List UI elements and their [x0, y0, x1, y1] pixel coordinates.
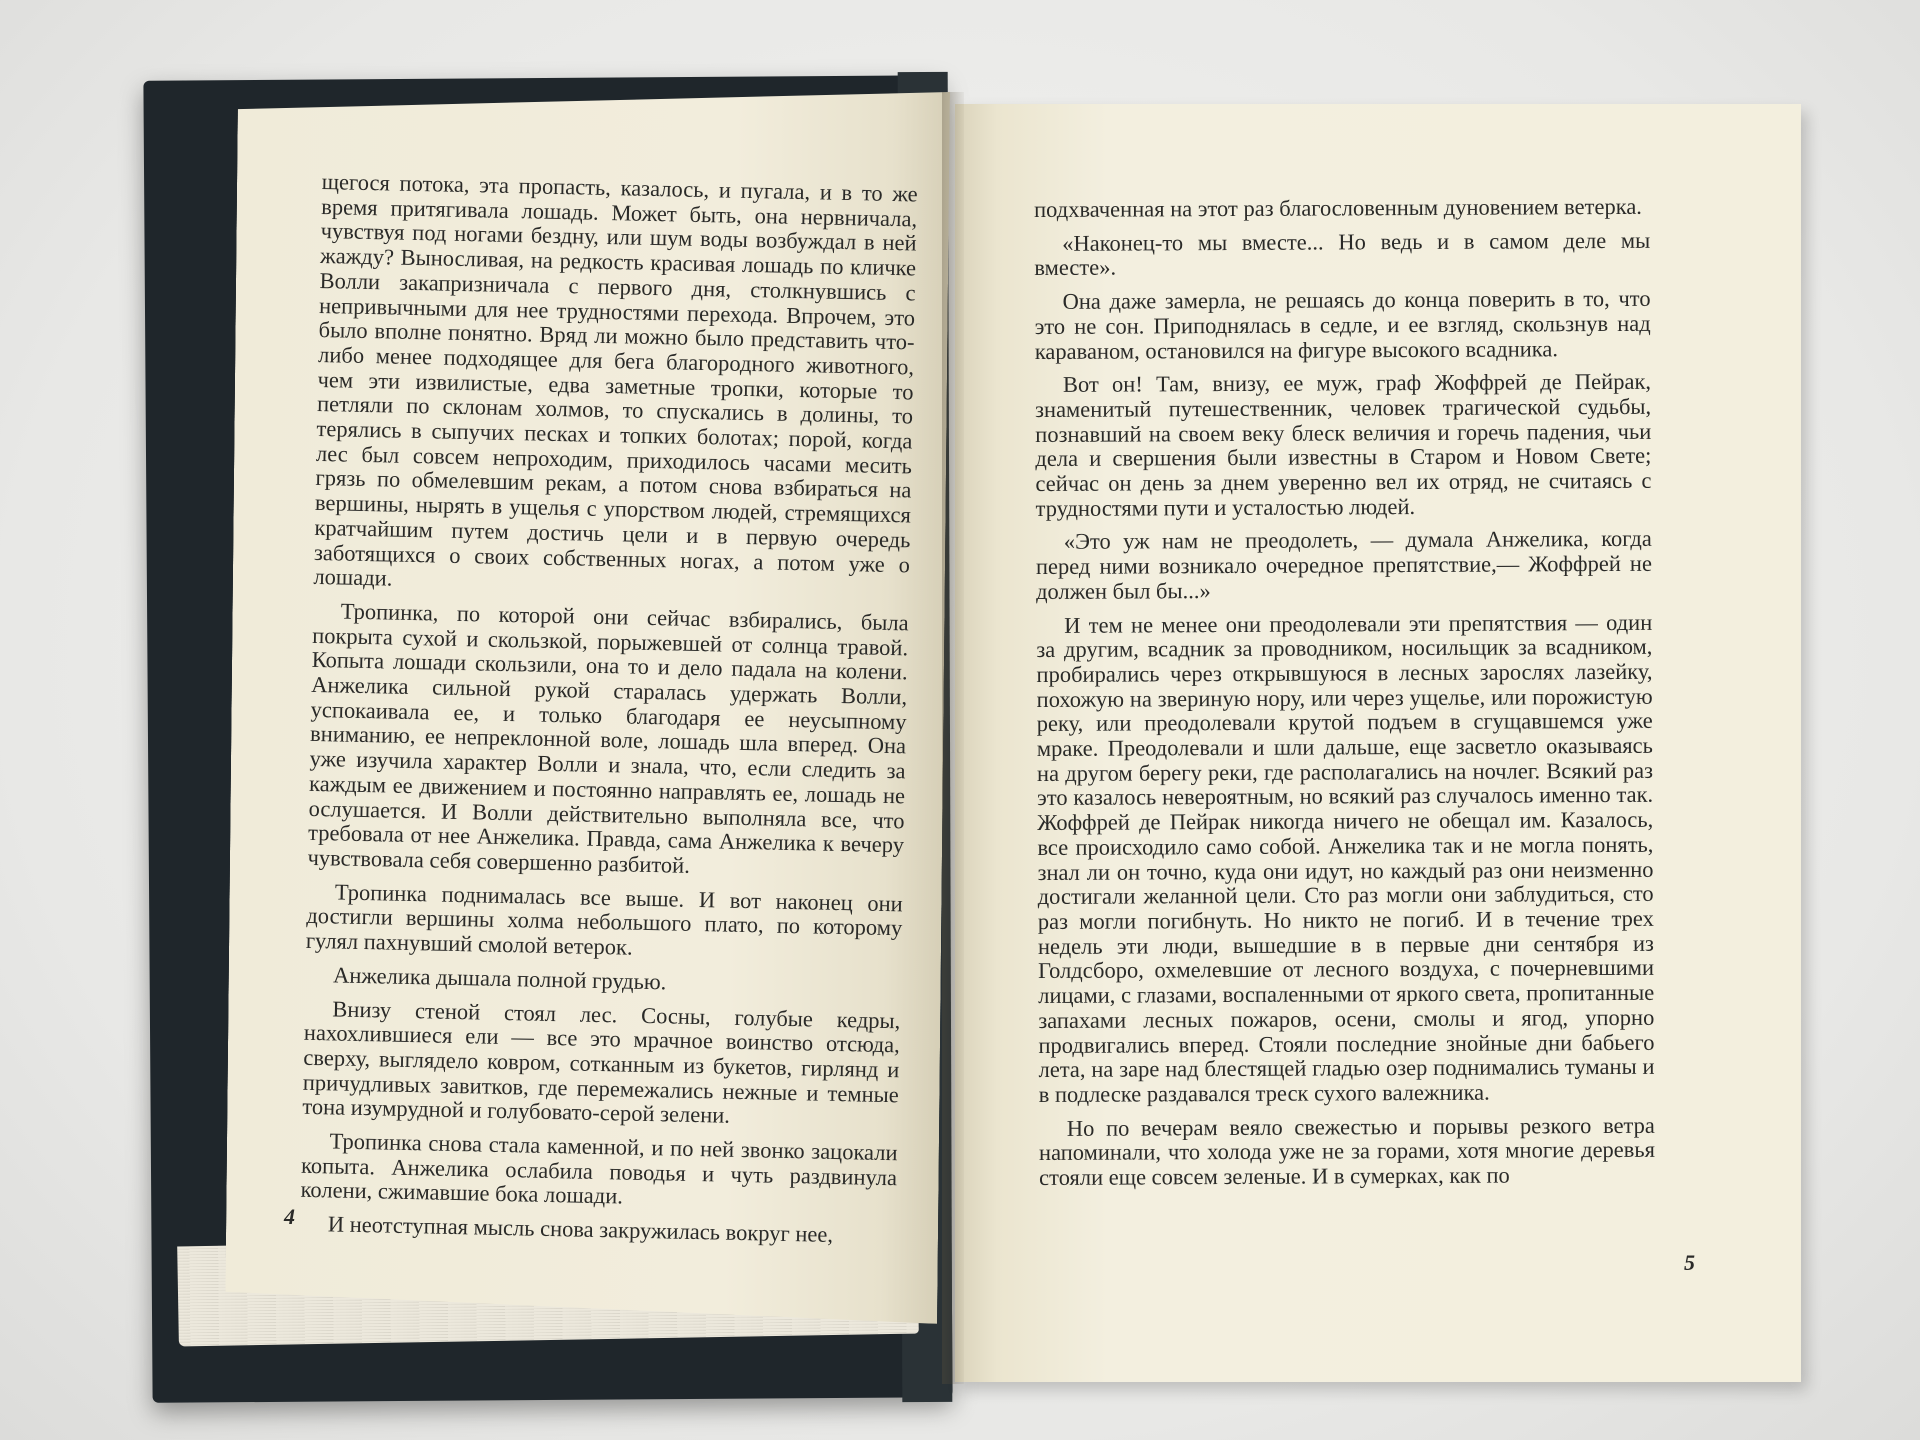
- book-gutter: [942, 92, 964, 1384]
- paragraph: Внизу стеной стоял лес. Сосны, голубые кедры, нахохлившиеся ели — все это мрачное воинство отсюда, сверху, выглядело ковром, сотканным из букетов, гирлянд и причудливых завитков, где перемежались нежные и темные тона изумрудной и голубовато-серой зелени.: [302, 995, 901, 1129]
- paragraph: «Наконец-то мы вместе... Но ведь и в самом деле мы вместе».: [1034, 227, 1651, 281]
- paragraph: щегося потока, эта пропасть, казалось, и пугала, и в то же время притягивала лошадь. Может быть, она нервничала, чувствуя под ногами бездну, или шум воды возбуждал в ней жажду? Выносливая, на редкость красивая лошадь по кличке Волли закапризничала с первого дня, столкнувшись с непривычными для нее трудностями перехода. Впрочем, это было вполне понятно. Вряд ли можно было представить что-либо менее подходящее для бега благородного животного, чем эти извилистые, едва заметные тропки, которые то петляли по склонам холмов, то спускались в долины, то терялись в сыпучих песках и топких болотах; порой, когда лес был совсем непроходим, приходилось часами месить грязь по обмелевшим рекам, а потом снова взбираться на вершины, нырять в ущелья с упорством людей, стремящихся кратчайшим путем достичь цели и в первую очередь заботящихся о своих собственных ногах, а потом уже о лошади.: [313, 169, 918, 591]
- paragraph: Тропинка поднималась все выше. И вот наконец они достигли вершины холма небольшого плато, по которому гулял пахнувший смолой ветерок.: [305, 879, 904, 960]
- page-number-right: 5: [1684, 1250, 1695, 1275]
- paragraph: Она даже замерла, не решаясь до конца поверить в то, что это не сон. Приподнялась в седле, и ее взгляд, скользнув над караваном, остановился на фигуре высокого всадника.: [1034, 285, 1651, 364]
- paragraph: Вот он! Там, внизу, ее муж, граф Жоффрей де Пейрак, знаменитый путешественник, человек трагической судьбы, познавший на своем веку блеск величия и горечь падения, чьи дела и свершения были известны в Старом и Новом Свете; сейчас он день за днем уверенно вел их отряд, не считаясь с трудностями пути и усталостью людей.: [1035, 368, 1652, 521]
- paragraph: «Это уж нам не преодолеть, — думала Анжелика, когда перед ними возникало очередное препятствие,— Жоффрей не должен был бы...»: [1035, 526, 1652, 604]
- paragraph: Тропинка, по которой они сейчас взбирались, была покрыта сухой и скользкой, порыжевшей от солнца травой. Копыта лошади скользили, она то и дело падала на колени. Анжелика сильной рукой старалась удержать Волли, успокаивала ее, и только благодаря ее неусыпному вниманию, ее непреклонной воле, лошадь шла вперед. Она уже изучила характер Волли и знала, что, если следить за каждым ее движением и постоянно направлять ее, лошадь не ослушается. И Волли действительно выполняла все, что требовала от нее Анжелика. Правда, сама Анжелика к вечеру чувствовала себя совершенно разбитой.: [307, 598, 909, 878]
- left-page-text: [299, 170, 917, 1258]
- paragraph: И тем не менее они преодолевали эти препятствия — один за другим, всадник за проводником, носильщик за всадником, пробирались через открывшуюся в лесных зарослях лазейку, похожую на звериную нору, или через ущелье, или порожистую реку, или преодолевали крутой подъем в сгущавшемся уже мраке. Преодолевали и шли дальше, еще засветло оказываясь на другом берегу реки, где располагались на ночлег. Всякий раз это казалось невероятным, но всякий раз случалось именно так. Жоффрей де Пейрак никогда ничего не обещал им. Казалось, все происходило само собой. Анжелика так и не могла понять, знал ли он точно, куда они идут, но каждый раз они неизменно достигали желанной цели. Сто раз могли они заблудиться, сто раз могли погибнуть. Но никто не погиб. И в течение трех недель эти люди, вышедшие в в первые дни сентября из Голдсборо, охмелевшие от лесного воздуха, с почерневшими лицами, с глазами, воспаленными от яркого света, пропитанные запахами лесных пожаров, осени, смолы и ягод, упорно продвигались вперед. Стояли последние знойные дни бабьего лета, на заре над блестящей гладью озер поднимались туманы и в подлеске раздавался треск сухого валежника.: [1036, 609, 1655, 1107]
- right-page-text: [1034, 195, 1655, 1200]
- paragraph: подхваченная на этот раз благословенным дуновением ветерка.: [1033, 193, 1642, 222]
- paragraph: Но по вечерам веяло свежестью и порывы резкого ветра напоминали, что холода уже не за горами, хотя многие деревья стояли еще совсем зеленые. И в сумерках, как по: [1038, 1112, 1656, 1191]
- paragraph: И неотступная мысль снова закружилась вокруг нее,: [327, 1211, 834, 1248]
- page-number-left: 4: [284, 1204, 295, 1229]
- paragraph: Тропинка снова стала каменной, и по ней звонко зацокали копыта. Анжелика ослабила поводья и чуть раздвинула колени, сжимавшие бока лошади.: [300, 1128, 898, 1209]
- paragraph: Анжелика дышала полной грудью.: [332, 962, 667, 995]
